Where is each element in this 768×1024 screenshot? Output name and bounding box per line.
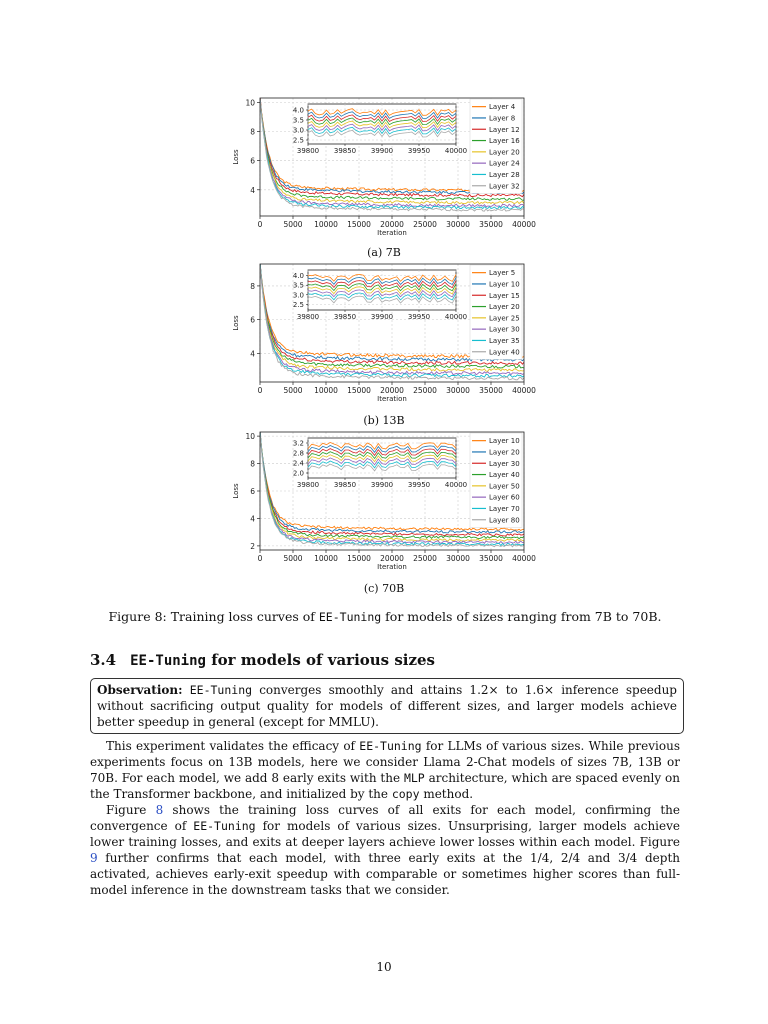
x-tick-label: 15000	[347, 554, 371, 563]
section-code: EE-Tuning	[130, 653, 206, 669]
y-tick-label: 2	[250, 541, 255, 551]
p2-text-d: further confirms that each model, with three early exits at the 1/4, 2/4 and 3/4 depth activated, achieves early-exit speedup with comparable or sometimes higher scores than full-model inference in the downstream tasks that we consider.	[90, 851, 680, 897]
legend-label-4: Layer 50	[489, 482, 520, 491]
x-tick-label: 30000	[446, 220, 470, 229]
x-tick-label: 10000	[314, 220, 338, 229]
observation-box	[90, 678, 684, 734]
x-tick-label: 0	[257, 554, 263, 563]
paragraph-1	[90, 738, 680, 802]
inset-y-tick-label: 2.8	[292, 449, 304, 458]
inset-x-tick-label: 39950	[407, 481, 431, 489]
x-tick-label: 10000	[314, 386, 338, 395]
p1-text-c: architecture, which are spaced evenly on the Transformer backbone, and initialized by the	[90, 771, 680, 801]
inset-y-tick-label: 2.5	[292, 300, 304, 309]
x-tick-label: 20000	[380, 554, 404, 563]
x-tick-label: 25000	[413, 386, 437, 395]
inset-x-tick-label: 39950	[407, 147, 431, 155]
legend-label-4: Layer 20	[489, 148, 520, 157]
legend-label-1: Layer 20	[489, 448, 520, 457]
y-tick-label: 8	[250, 281, 255, 291]
inset-x-tick-label: 40000	[444, 481, 468, 489]
legend-label-6: Layer 35	[489, 336, 520, 345]
x-tick-label: 30000	[446, 554, 470, 563]
inset-y-tick-label: 4.0	[292, 106, 304, 115]
legend-label-7: Layer 40	[489, 348, 520, 357]
inset-x-tick-label: 39800	[296, 313, 320, 321]
y-tick-label: 10	[245, 432, 255, 442]
x-tick-label: 40000	[512, 386, 536, 395]
y-tick-label: 10	[245, 98, 255, 108]
p2-text-c: for models of various sizes. Unsurprising, larger models achieve lower training losses, and exits at deeper layers achieve lower losses within each model. Figure	[90, 819, 680, 849]
x-tick-label: 20000	[380, 386, 404, 395]
legend-label-1: Layer 10	[489, 280, 520, 289]
inset-y-tick-label: 3.0	[292, 126, 304, 135]
body-text	[90, 738, 680, 898]
legend-box	[470, 265, 522, 359]
x-axis-label: Iteration	[377, 563, 407, 571]
x-tick-label: 20000	[380, 220, 404, 229]
p1-text-a: This experiment validates the efficacy of	[106, 739, 360, 753]
x-tick-label: 0	[257, 386, 263, 395]
inset-y-tick-label: 3.2	[292, 439, 304, 448]
chart-70b-svg	[220, 426, 540, 574]
x-tick-label: 40000	[512, 220, 536, 229]
inset-x-tick-label: 39900	[370, 481, 394, 489]
chart-7b	[220, 92, 540, 240]
inset-x-tick-label: 39800	[296, 481, 320, 489]
legend-label-0: Layer 4	[489, 103, 516, 112]
chart-13b	[220, 258, 540, 406]
y-axis-label: Loss	[232, 149, 240, 165]
inset-x-tick-label: 39850	[333, 313, 357, 321]
p2-text-b: shows the training loss curves of all exits for each model, confirming the convergence of	[90, 803, 681, 833]
inset-y-tick-label: 3.0	[292, 291, 304, 300]
legend-label-3: Layer 20	[489, 303, 520, 312]
legend-label-7: Layer 80	[489, 516, 520, 525]
x-axis-label: Iteration	[377, 395, 407, 403]
observation-label: Observation:	[97, 683, 183, 697]
p1-code-3: copy	[391, 787, 420, 801]
section-heading	[90, 651, 435, 669]
y-tick-label: 4	[250, 514, 255, 524]
legend-label-5: Layer 24	[489, 159, 520, 168]
y-tick-label: 8	[250, 127, 255, 137]
inset-y-tick-label: 2.4	[292, 459, 304, 468]
x-tick-label: 40000	[512, 554, 536, 563]
inset-x-tick-label: 39850	[333, 481, 357, 489]
y-axis-label: Loss	[232, 483, 240, 499]
x-tick-label: 35000	[479, 220, 503, 229]
legend-label-2: Layer 30	[489, 459, 520, 468]
x-tick-label: 15000	[347, 220, 371, 229]
legend-label-1: Layer 8	[489, 114, 516, 123]
x-tick-label: 35000	[479, 554, 503, 563]
x-tick-label: 5000	[283, 554, 303, 563]
legend-label-7: Layer 32	[489, 182, 520, 191]
legend-label-0: Layer 10	[489, 437, 520, 446]
legend-label-3: Layer 16	[489, 137, 520, 146]
figure-9-link[interactable]: 9	[90, 851, 98, 865]
legend-label-3: Layer 40	[489, 471, 520, 480]
figure-caption-code: EE-Tuning	[318, 610, 382, 624]
subcaption-7b: (a) 7B	[367, 246, 401, 259]
inset-y-tick-label: 2.0	[292, 469, 304, 478]
paragraph-2	[90, 802, 680, 898]
y-tick-label: 6	[250, 487, 255, 496]
x-axis-label: Iteration	[377, 229, 407, 237]
legend-label-6: Layer 28	[489, 170, 520, 179]
x-tick-label: 10000	[314, 554, 338, 563]
inset-x-tick-label: 39950	[407, 313, 431, 321]
legend-label-0: Layer 5	[489, 269, 516, 278]
x-tick-label: 5000	[283, 220, 303, 229]
y-tick-label: 8	[250, 459, 255, 469]
figure-caption-prefix: Figure 8: Training loss curves of	[108, 609, 319, 624]
x-tick-label: 25000	[413, 220, 437, 229]
y-tick-label: 6	[250, 315, 255, 325]
inset-x-tick-label: 39850	[333, 147, 357, 155]
p2-code-1: EE-Tuning	[193, 819, 256, 833]
legend-label-5: Layer 60	[489, 493, 520, 502]
subcaption-70b: (c) 70B	[363, 582, 405, 595]
legend-label-4: Layer 25	[489, 314, 520, 323]
legend-label-2: Layer 12	[489, 125, 520, 134]
inset-x-tick-label: 39900	[370, 313, 394, 321]
inset-x-tick-label: 40000	[444, 313, 468, 321]
p1-text-b: for LLMs of various sizes. While previous experiments focus on 13B models, here we consider Llama 2-Chat models of sizes 7B, 13B or 70B. For each model, we add 8 early exits with the	[90, 739, 680, 785]
legend-label-5: Layer 30	[489, 325, 520, 334]
subcaption-13b: (b) 13B	[363, 414, 405, 427]
x-tick-label: 15000	[347, 386, 371, 395]
legend-box	[470, 99, 522, 193]
p1-text-d: method.	[419, 787, 474, 801]
inset-x-tick-label: 39900	[370, 147, 394, 155]
observation-code: EE-Tuning	[189, 683, 253, 697]
x-tick-label: 5000	[283, 386, 303, 395]
section-title: for models of various sizes	[205, 651, 435, 669]
legend-box	[470, 433, 522, 527]
p1-code-1: EE-Tuning	[359, 739, 422, 753]
y-axis-label: Loss	[232, 315, 240, 331]
chart-70b	[220, 426, 540, 574]
legend-label-6: Layer 70	[489, 504, 520, 513]
x-tick-label: 30000	[446, 386, 470, 395]
chart-7b-svg	[220, 92, 540, 240]
inset-x-tick-label: 40000	[444, 147, 468, 155]
section-number: 3.4	[90, 651, 117, 669]
p2-text-a: Figure	[106, 803, 156, 817]
page-number: 10	[376, 960, 392, 974]
observation-text: converges smoothly and attains 1.2× to 1.6× inference speedup without sacrificing output quality for models of different sizes, and larger models achieve better speedup in general (except for MMLU).	[97, 683, 677, 729]
inset-y-tick-label: 4.0	[292, 272, 304, 281]
inset-y-tick-label: 3.5	[292, 116, 304, 125]
figure-caption	[80, 609, 690, 624]
x-tick-label: 25000	[413, 554, 437, 563]
p1-code-2: MLP	[403, 771, 425, 785]
legend-label-2: Layer 15	[489, 291, 520, 300]
figure-caption-suffix: for models of sizes ranging from 7B to 70B.	[381, 609, 662, 624]
x-tick-label: 0	[257, 220, 263, 229]
figure-8-link[interactable]: 8	[155, 803, 164, 817]
inset-y-tick-label: 2.5	[292, 136, 304, 145]
y-tick-label: 4	[250, 349, 255, 359]
inset-y-tick-label: 3.5	[292, 281, 304, 290]
y-tick-label: 6	[250, 156, 255, 166]
y-tick-label: 4	[250, 185, 255, 195]
inset-x-tick-label: 39800	[296, 147, 320, 155]
chart-13b-svg	[220, 258, 540, 406]
x-tick-label: 35000	[479, 386, 503, 395]
